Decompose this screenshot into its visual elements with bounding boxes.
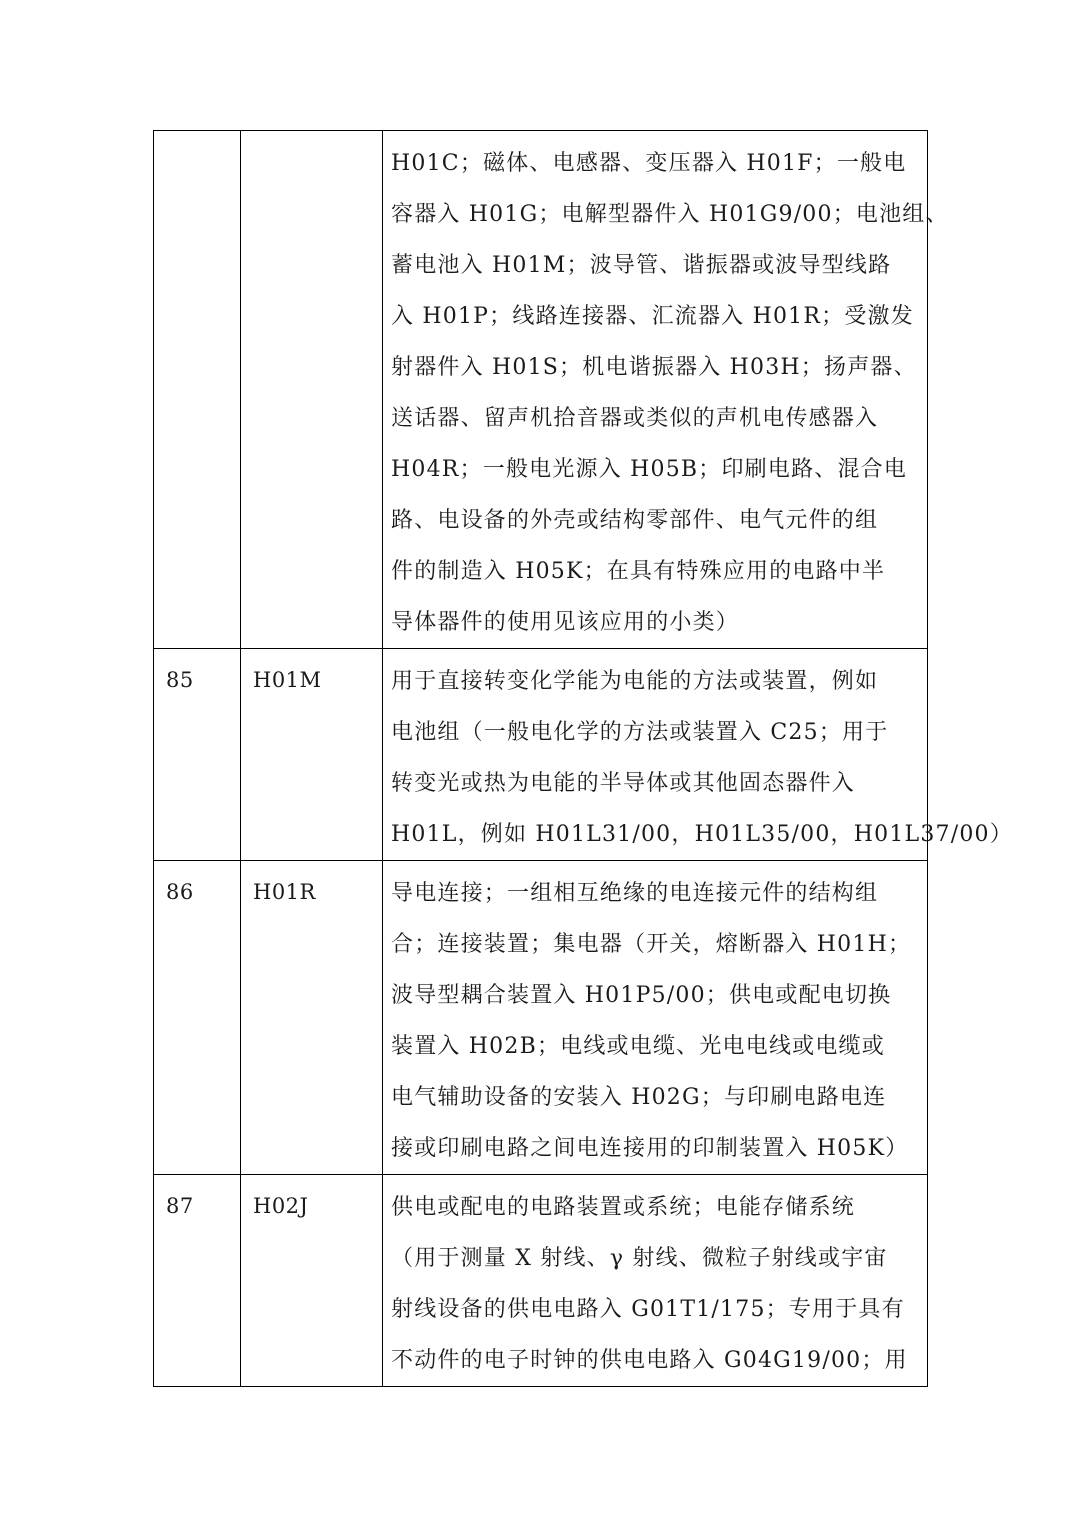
description-line: H01C；磁体、电感器、变压器入 H01F；一般电 bbox=[391, 151, 907, 176]
class-code-cell: H01M bbox=[241, 649, 383, 861]
description-cell bbox=[383, 131, 949, 649]
description-line: 电池组（一般电化学的方法或装置入 C25；用于 bbox=[391, 720, 889, 745]
class-code-cell: H01R bbox=[241, 861, 383, 1175]
description-cell bbox=[383, 861, 928, 1175]
table-row bbox=[154, 131, 928, 649]
table-row bbox=[154, 861, 928, 1175]
description-line: 不动件的电子时钟的供电电路入 G04G19/00；用 bbox=[391, 1348, 908, 1373]
description-line: H01L，例如 H01L31/00，H01L35/00，H01L37/00） bbox=[391, 822, 1013, 847]
description-cell bbox=[383, 1175, 928, 1387]
table-row bbox=[154, 649, 928, 861]
description-line: 装置入 H02B；电线或电缆、光电电线或电缆或 bbox=[391, 1034, 885, 1059]
description-cell bbox=[383, 649, 1013, 861]
row-number-cell bbox=[154, 131, 241, 649]
description-line: （用于测量 X 射线、γ 射线、微粒子射线或宇宙 bbox=[391, 1246, 888, 1271]
class-code-cell bbox=[241, 131, 383, 649]
description-line: 导电连接；一组相互绝缘的电连接元件的结构组 bbox=[391, 881, 879, 906]
description-line: 合；连接装置；集电器（开关，熔断器入 H01H； bbox=[391, 932, 912, 957]
description-line: H04R；一般电光源入 H05B；印刷电路、混合电 bbox=[391, 457, 908, 482]
description-line: 射线设备的供电电路入 G01T1/175；专用于具有 bbox=[391, 1297, 905, 1322]
description-line: 波导型耦合装置入 H01P5/00；供电或配电切换 bbox=[391, 983, 892, 1008]
class-code-cell: H02J bbox=[241, 1175, 383, 1387]
description-line: 用于直接转变化学能为电能的方法或装置，例如 bbox=[391, 669, 879, 694]
description-line: 件的制造入 H05K；在具有特殊应用的电路中半 bbox=[391, 559, 886, 584]
classification-table bbox=[153, 130, 1013, 1387]
description-line: 电气辅助设备的安装入 H02G；与印刷电路电连 bbox=[391, 1085, 887, 1110]
description-line: 接或印刷电路之间电连接用的印制装置入 H05K） bbox=[391, 1136, 909, 1161]
row-number-cell: 87 bbox=[154, 1175, 241, 1387]
description-line: 路、电设备的外壳或结构零部件、电气元件的组 bbox=[391, 508, 879, 533]
description-line: 射器件入 H01S；机电谐振器入 H03H；扬声器、 bbox=[391, 355, 917, 380]
table-row bbox=[154, 1175, 928, 1387]
description-line: 供电或配电的电路装置或系统；电能存储系统 bbox=[391, 1195, 856, 1220]
description-line: 送话器、留声机拾音器或类似的声机电传感器入 bbox=[391, 406, 879, 431]
description-line: 入 H01P；线路连接器、汇流器入 H01R；受激发 bbox=[391, 304, 914, 329]
description-line: 导体器件的使用见该应用的小类） bbox=[391, 610, 740, 635]
row-number-cell: 86 bbox=[154, 861, 241, 1175]
description-line: 蓄电池入 H01M；波导管、谐振器或波导型线路 bbox=[391, 253, 892, 278]
description-line: 转变光或热为电能的半导体或其他固态器件入 bbox=[391, 771, 856, 796]
row-number-cell: 85 bbox=[154, 649, 241, 861]
description-line: 容器入 H01G；电解型器件入 H01G9/00；电池组、 bbox=[391, 202, 949, 227]
